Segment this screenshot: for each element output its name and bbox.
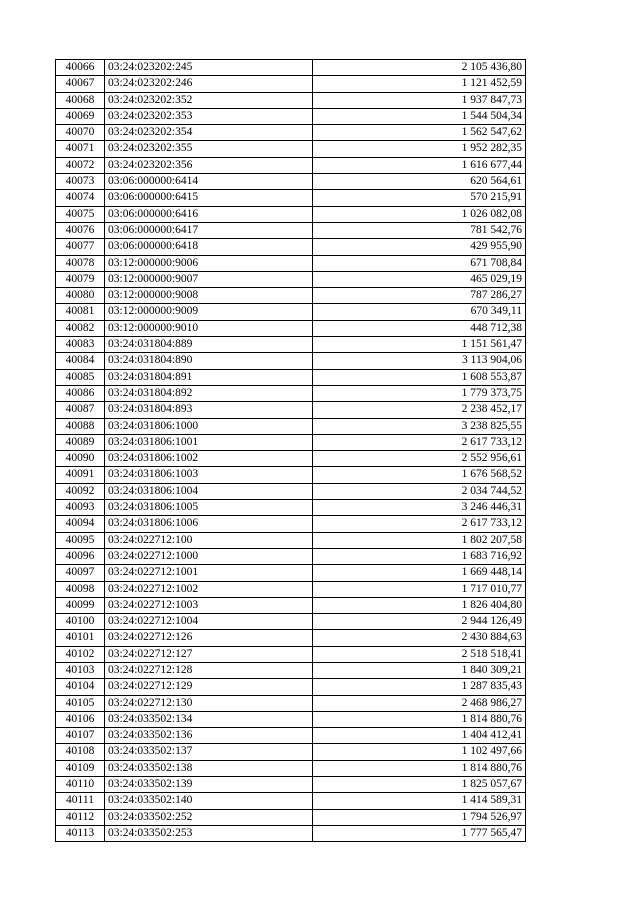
row-number: 40097 — [56, 565, 105, 581]
cadastral-value: 1 937 847,73 — [313, 92, 526, 108]
cadastral-number: 03:24:022712:126 — [105, 630, 313, 646]
row-number: 40085 — [56, 369, 105, 385]
cadastral-number: 03:24:031806:1004 — [105, 483, 313, 499]
cadastral-value: 465 029,19 — [313, 271, 526, 287]
cadastral-value: 1 777 565,47 — [313, 825, 526, 841]
row-number: 40113 — [56, 825, 105, 841]
cadastral-number: 03:24:033502:136 — [105, 728, 313, 744]
cadastral-number: 03:24:031806:1002 — [105, 451, 313, 467]
table-row — [56, 565, 526, 581]
row-number: 40103 — [56, 662, 105, 678]
table-row — [56, 320, 526, 336]
row-number: 40078 — [56, 255, 105, 271]
row-number: 40111 — [56, 793, 105, 809]
cadastral-number: 03:24:031806:1006 — [105, 516, 313, 532]
row-number: 40102 — [56, 646, 105, 662]
cadastral-value: 2 034 744,52 — [313, 483, 526, 499]
row-number: 40096 — [56, 548, 105, 564]
row-number: 40110 — [56, 777, 105, 793]
row-number: 40088 — [56, 418, 105, 434]
table-row — [56, 353, 526, 369]
cadastral-number: 03:24:022712:100 — [105, 532, 313, 548]
table-row — [56, 793, 526, 809]
table-row — [56, 679, 526, 695]
table-row — [56, 76, 526, 92]
table-row — [56, 467, 526, 483]
cadastral-value: 1 151 561,47 — [313, 337, 526, 353]
row-number: 40094 — [56, 516, 105, 532]
cadastral-number: 03:24:023202:356 — [105, 157, 313, 173]
row-number: 40109 — [56, 760, 105, 776]
row-number: 40101 — [56, 630, 105, 646]
cadastral-number: 03:24:023202:355 — [105, 141, 313, 157]
row-number: 40099 — [56, 597, 105, 613]
cadastral-number: 03:24:031804:890 — [105, 353, 313, 369]
cadastral-number: 03:24:033502:140 — [105, 793, 313, 809]
row-number: 40077 — [56, 239, 105, 255]
table-row — [56, 809, 526, 825]
cadastral-value: 1 616 677,44 — [313, 157, 526, 173]
cadastral-number: 03:06:000000:6414 — [105, 174, 313, 190]
cadastral-value-table — [55, 59, 526, 842]
cadastral-value: 3 246 446,31 — [313, 500, 526, 516]
row-number: 40070 — [56, 125, 105, 141]
cadastral-number: 03:12:000000:9009 — [105, 304, 313, 320]
row-number: 40069 — [56, 108, 105, 124]
table-row — [56, 271, 526, 287]
cadastral-value: 1 794 526,97 — [313, 809, 526, 825]
row-number: 40080 — [56, 288, 105, 304]
cadastral-value: 1 026 082,08 — [313, 206, 526, 222]
row-number: 40086 — [56, 385, 105, 401]
row-number: 40092 — [56, 483, 105, 499]
row-number: 40079 — [56, 271, 105, 287]
row-number: 40091 — [56, 467, 105, 483]
cadastral-value: 2 468 986,27 — [313, 695, 526, 711]
cadastral-number: 03:24:031804:889 — [105, 337, 313, 353]
table-row — [56, 597, 526, 613]
row-number: 40076 — [56, 222, 105, 238]
cadastral-number: 03:24:031806:1005 — [105, 500, 313, 516]
table-row — [56, 108, 526, 124]
table-row — [56, 174, 526, 190]
cadastral-value: 1 414 589,31 — [313, 793, 526, 809]
cadastral-number: 03:06:000000:6418 — [105, 239, 313, 255]
cadastral-value: 2 617 733,12 — [313, 434, 526, 450]
table-row — [56, 728, 526, 744]
table-row — [56, 255, 526, 271]
cadastral-number: 03:24:023202:246 — [105, 76, 313, 92]
row-number: 40108 — [56, 744, 105, 760]
cadastral-value: 1 404 412,41 — [313, 728, 526, 744]
cadastral-value: 1 814 880,76 — [313, 711, 526, 727]
row-number: 40072 — [56, 157, 105, 173]
cadastral-value: 1 840 309,21 — [313, 662, 526, 678]
cadastral-number: 03:24:031806:1003 — [105, 467, 313, 483]
cadastral-number: 03:24:022712:1001 — [105, 565, 313, 581]
table-row — [56, 614, 526, 630]
row-number: 40089 — [56, 434, 105, 450]
row-number: 40066 — [56, 60, 105, 76]
cadastral-value: 1 683 716,92 — [313, 548, 526, 564]
cadastral-number: 03:24:033502:253 — [105, 825, 313, 841]
cadastral-value: 1 669 448,14 — [313, 565, 526, 581]
table-row — [56, 222, 526, 238]
cadastral-number: 03:24:023202:353 — [105, 108, 313, 124]
table-row — [56, 402, 526, 418]
row-number: 40100 — [56, 614, 105, 630]
table-row — [56, 744, 526, 760]
row-number: 40090 — [56, 451, 105, 467]
table-row — [56, 157, 526, 173]
cadastral-number: 03:24:031806:1000 — [105, 418, 313, 434]
cadastral-value: 1 802 207,58 — [313, 532, 526, 548]
cadastral-number: 03:24:022712:1002 — [105, 581, 313, 597]
table-row — [56, 516, 526, 532]
cadastral-value: 781 542,76 — [313, 222, 526, 238]
cadastral-value: 2 518 518,41 — [313, 646, 526, 662]
cadastral-number: 03:24:033502:139 — [105, 777, 313, 793]
table-row — [56, 60, 526, 76]
cadastral-number: 03:12:000000:9010 — [105, 320, 313, 336]
cadastral-number: 03:24:022712:127 — [105, 646, 313, 662]
table-row — [56, 418, 526, 434]
table-row — [56, 385, 526, 401]
row-number: 40082 — [56, 320, 105, 336]
cadastral-number: 03:24:022712:128 — [105, 662, 313, 678]
cadastral-value: 1 825 057,67 — [313, 777, 526, 793]
cadastral-number: 03:24:031804:893 — [105, 402, 313, 418]
row-number: 40106 — [56, 711, 105, 727]
table-row — [56, 695, 526, 711]
row-number: 40083 — [56, 337, 105, 353]
row-number: 40084 — [56, 353, 105, 369]
cadastral-number: 03:12:000000:9007 — [105, 271, 313, 287]
table-row — [56, 337, 526, 353]
cadastral-number: 03:24:022712:130 — [105, 695, 313, 711]
cadastral-value: 1 121 452,59 — [313, 76, 526, 92]
cadastral-number: 03:06:000000:6415 — [105, 190, 313, 206]
cadastral-value: 1 717 010,77 — [313, 581, 526, 597]
cadastral-number: 03:24:023202:245 — [105, 60, 313, 76]
table-row — [56, 304, 526, 320]
cadastral-number: 03:24:023202:354 — [105, 125, 313, 141]
cadastral-value: 1 608 553,87 — [313, 369, 526, 385]
cadastral-value: 1 676 568,52 — [313, 467, 526, 483]
cadastral-value: 2 944 126,49 — [313, 614, 526, 630]
cadastral-number: 03:24:031804:892 — [105, 385, 313, 401]
cadastral-value: 1 826 404,80 — [313, 597, 526, 613]
table-row — [56, 760, 526, 776]
table-row — [56, 825, 526, 841]
table-row — [56, 288, 526, 304]
cadastral-value: 1 779 373,75 — [313, 385, 526, 401]
cadastral-number: 03:24:033502:138 — [105, 760, 313, 776]
row-number: 40075 — [56, 206, 105, 222]
cadastral-value: 1 562 547,62 — [313, 125, 526, 141]
row-number: 40073 — [56, 174, 105, 190]
cadastral-number: 03:24:022712:129 — [105, 679, 313, 695]
row-number: 40104 — [56, 679, 105, 695]
cadastral-number: 03:12:000000:9008 — [105, 288, 313, 304]
cadastral-value: 448 712,38 — [313, 320, 526, 336]
table-row — [56, 532, 526, 548]
table-row — [56, 92, 526, 108]
cadastral-value: 620 564,61 — [313, 174, 526, 190]
table-row — [56, 434, 526, 450]
table-row — [56, 125, 526, 141]
row-number: 40068 — [56, 92, 105, 108]
table-row — [56, 711, 526, 727]
cadastral-number: 03:24:031806:1001 — [105, 434, 313, 450]
cadastral-value: 2 105 436,80 — [313, 60, 526, 76]
cadastral-number: 03:06:000000:6417 — [105, 222, 313, 238]
row-number: 40107 — [56, 728, 105, 744]
table-row — [56, 141, 526, 157]
row-number: 40067 — [56, 76, 105, 92]
cadastral-number: 03:24:022712:1004 — [105, 614, 313, 630]
row-number: 40112 — [56, 809, 105, 825]
table-row — [56, 451, 526, 467]
row-number: 40081 — [56, 304, 105, 320]
table-row — [56, 630, 526, 646]
table-row — [56, 662, 526, 678]
table-row — [56, 190, 526, 206]
cadastral-number: 03:06:000000:6416 — [105, 206, 313, 222]
row-number: 40074 — [56, 190, 105, 206]
table-body — [56, 60, 526, 842]
cadastral-value: 1 814 880,76 — [313, 760, 526, 776]
table-row — [56, 483, 526, 499]
cadastral-value: 1 952 282,35 — [313, 141, 526, 157]
cadastral-number: 03:24:022712:1000 — [105, 548, 313, 564]
cadastral-value: 787 286,27 — [313, 288, 526, 304]
row-number: 40071 — [56, 141, 105, 157]
cadastral-value: 3 238 825,55 — [313, 418, 526, 434]
row-number: 40093 — [56, 500, 105, 516]
cadastral-value: 2 430 884,63 — [313, 630, 526, 646]
cadastral-number: 03:24:033502:252 — [105, 809, 313, 825]
cadastral-value: 670 349,11 — [313, 304, 526, 320]
table-row — [56, 581, 526, 597]
table-row — [56, 777, 526, 793]
cadastral-value: 570 215,91 — [313, 190, 526, 206]
table-row — [56, 369, 526, 385]
row-number: 40095 — [56, 532, 105, 548]
cadastral-value: 1 287 835,43 — [313, 679, 526, 695]
row-number: 40098 — [56, 581, 105, 597]
table-row — [56, 500, 526, 516]
cadastral-number: 03:24:033502:137 — [105, 744, 313, 760]
cadastral-value: 1 544 504,34 — [313, 108, 526, 124]
cadastral-number: 03:24:022712:1003 — [105, 597, 313, 613]
row-number: 40105 — [56, 695, 105, 711]
cadastral-value: 671 708,84 — [313, 255, 526, 271]
table-row — [56, 206, 526, 222]
cadastral-number: 03:24:033502:134 — [105, 711, 313, 727]
table-row — [56, 548, 526, 564]
cadastral-value: 2 617 733,12 — [313, 516, 526, 532]
cadastral-number: 03:12:000000:9006 — [105, 255, 313, 271]
cadastral-value: 429 955,90 — [313, 239, 526, 255]
cadastral-value: 1 102 497,66 — [313, 744, 526, 760]
row-number: 40087 — [56, 402, 105, 418]
cadastral-number: 03:24:031804:891 — [105, 369, 313, 385]
cadastral-number: 03:24:023202:352 — [105, 92, 313, 108]
table-row — [56, 646, 526, 662]
cadastral-value: 3 113 904,06 — [313, 353, 526, 369]
table-row — [56, 239, 526, 255]
cadastral-value: 2 552 956,61 — [313, 451, 526, 467]
cadastral-value: 2 238 452,17 — [313, 402, 526, 418]
